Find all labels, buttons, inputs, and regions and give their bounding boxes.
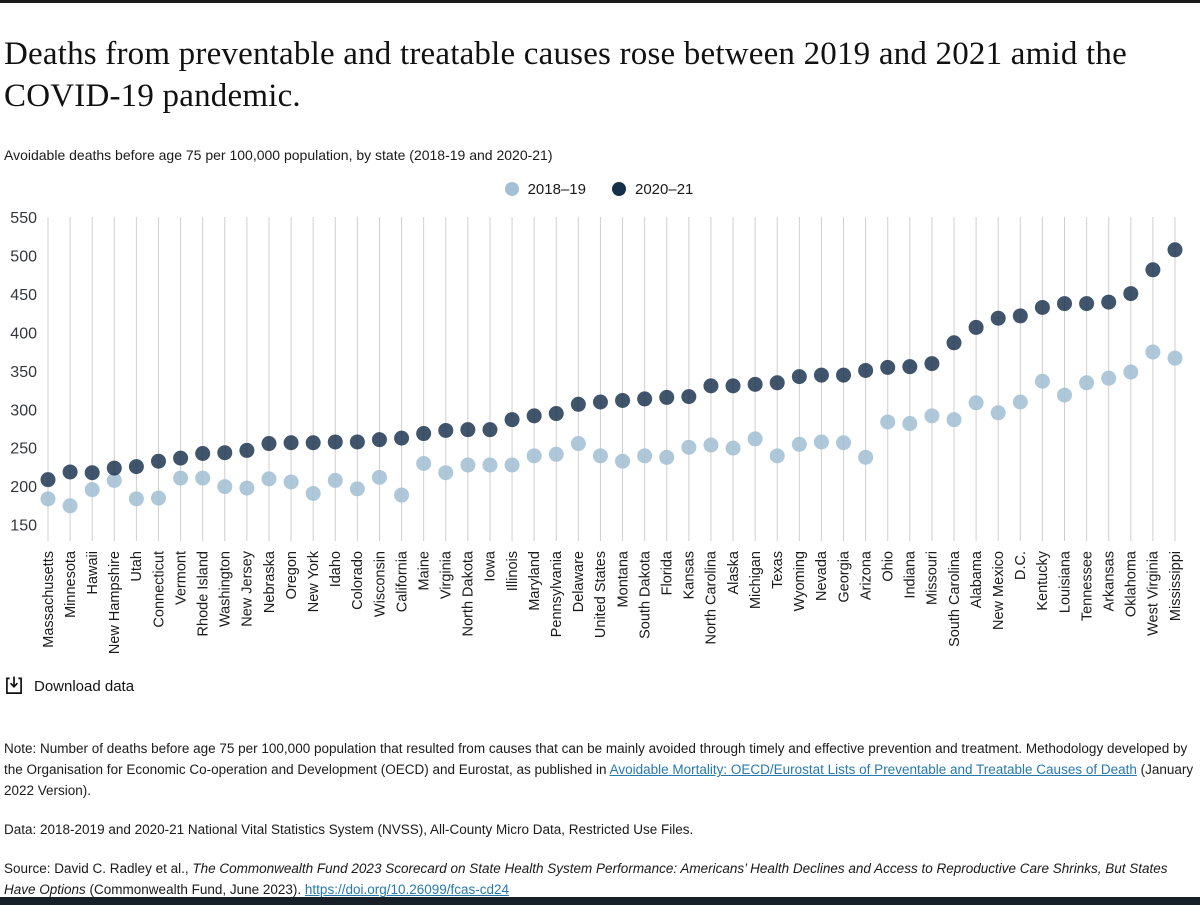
- y-axis-tick-label: 300: [10, 402, 37, 420]
- legend-label-2018-19: 2018–19: [527, 180, 586, 198]
- x-axis-state-label: Michigan: [747, 551, 764, 610]
- data-point: [991, 406, 1006, 421]
- data-point: [1145, 345, 1160, 360]
- data-point: [792, 370, 807, 385]
- data-point: [173, 471, 188, 486]
- data-point: [306, 436, 321, 451]
- data-point: [460, 458, 475, 473]
- x-axis-state-label: New Jersey: [239, 551, 256, 628]
- data-point: [969, 396, 984, 411]
- data-point: [41, 492, 56, 507]
- note-text: Note: Number of deaths before age 75 per 100,000 population that resulted from causes that can be mainly avoided through timely and effective prevention and treatment. Methodology developed by the Organisation for Economic Co-operation and Development (OECD) and Eurostat, as published in: [4, 741, 1188, 778]
- x-axis-state-label: North Carolina: [703, 551, 720, 645]
- top-border-rule: [0, 0, 1200, 3]
- data-point: [836, 368, 851, 383]
- data-point: [748, 377, 763, 392]
- data-point: [880, 415, 895, 430]
- data-point: [1123, 287, 1138, 302]
- data-point: [947, 413, 962, 428]
- data-point: [924, 357, 939, 372]
- data-point: [593, 395, 608, 410]
- download-data-button[interactable]: [4, 676, 164, 696]
- data-point: [195, 471, 210, 486]
- bottom-brand-bar: [0, 897, 1200, 905]
- data-point: [151, 454, 166, 469]
- x-axis-state-label: Idaho: [328, 551, 345, 588]
- data-point: [1101, 295, 1116, 310]
- x-axis-state-label: Indiana: [902, 551, 919, 600]
- x-axis-state-label: Oregon: [283, 551, 300, 600]
- data-point: [681, 390, 696, 405]
- data-point: [770, 376, 785, 391]
- legend-item-2018-19: [505, 181, 586, 198]
- data-point: [129, 460, 144, 475]
- x-axis-state-label: Iowa: [482, 551, 499, 583]
- data-point: [659, 450, 674, 465]
- data-point: [991, 311, 1006, 326]
- y-axis-tick-label: 450: [10, 287, 37, 305]
- source-middle: (Commonwealth Fund, June 2023).: [85, 882, 305, 898]
- data-point: [63, 465, 78, 480]
- data-point: [880, 360, 895, 375]
- data-point: [637, 392, 652, 407]
- data-point: [549, 447, 564, 462]
- data-point: [460, 423, 475, 438]
- x-axis-state-label: D.C.: [1013, 551, 1030, 581]
- data-point: [85, 466, 100, 481]
- x-axis-state-label: Arizona: [858, 551, 875, 601]
- chart-legend: [4, 180, 1194, 198]
- data-point: [129, 492, 144, 507]
- x-axis-state-label: Nevada: [814, 551, 831, 602]
- x-axis-state-label: Alaska: [725, 551, 742, 595]
- data-point: [482, 423, 497, 438]
- source-paragraph: [4, 858, 1194, 900]
- data-point: [814, 368, 829, 383]
- data-point: [416, 426, 431, 441]
- x-axis-state-label: Ohio: [880, 551, 897, 583]
- data-point: [814, 435, 829, 450]
- x-axis-state-label: Arkansas: [1101, 551, 1118, 612]
- y-axis-tick-label: 400: [10, 325, 37, 343]
- data-point: [85, 483, 100, 498]
- data-point: [726, 441, 741, 456]
- page-content: [0, 33, 1200, 900]
- data-point: [858, 363, 873, 378]
- data-point: [1123, 365, 1138, 380]
- x-axis-state-label: West Virginia: [1145, 551, 1162, 637]
- data-point: [1079, 376, 1094, 391]
- x-axis-state-label: Massachusetts: [40, 551, 57, 649]
- x-axis-state-label: New Hampshire: [107, 551, 124, 655]
- download-label: Download data: [34, 677, 135, 695]
- data-point: [394, 488, 409, 503]
- data-point: [63, 499, 78, 514]
- x-axis-state-label: Alabama: [968, 551, 985, 609]
- x-axis-state-label: Mississippi: [1167, 551, 1184, 622]
- data-point: [1057, 297, 1072, 312]
- download-icon: [4, 676, 24, 696]
- data-point: [438, 466, 453, 481]
- chart-svg: [4, 204, 1196, 670]
- data-point: [947, 336, 962, 351]
- data-point: [637, 449, 652, 464]
- x-axis-state-label: South Carolina: [946, 551, 963, 648]
- x-axis-state-label: North Dakota: [460, 551, 477, 637]
- source-report-title: The Commonwealth Fund 2023 Scorecard on State Health System Performance: Americans’ Health Declines and Access to Reproductive Care Shrinks, But States Have Options: [4, 861, 1168, 898]
- x-axis-state-label: United States: [593, 551, 610, 639]
- data-point: [1035, 300, 1050, 315]
- data-point: [261, 472, 276, 487]
- x-axis-state-label: Florida: [659, 551, 676, 596]
- data-point: [549, 407, 564, 422]
- data-point: [1167, 243, 1182, 258]
- data-point: [239, 481, 254, 496]
- legend-label-2020-21: 2020–21: [635, 180, 694, 198]
- y-axis-tick-label: 200: [10, 479, 37, 497]
- x-axis-state-label: Maryland: [526, 551, 543, 612]
- x-axis-state-label: Nebraska: [261, 551, 278, 614]
- x-axis-state-label: Wyoming: [792, 551, 809, 612]
- data-point: [1079, 297, 1094, 312]
- dot-plot-chart: [4, 204, 1194, 670]
- x-axis-state-label: Texas: [770, 551, 787, 590]
- data-point: [505, 458, 520, 473]
- note-methodology-link[interactable]: Avoidable Mortality: OECD/Eurostat Lists of Preventable and Treatable Causes of Death: [609, 762, 1137, 778]
- data-point: [217, 446, 232, 461]
- data-point: [239, 443, 254, 458]
- data-point: [328, 473, 343, 488]
- x-axis-state-label: Washington: [217, 551, 234, 628]
- data-point: [372, 470, 387, 485]
- y-axis-tick-label: 150: [10, 518, 37, 536]
- x-axis-state-label: Kansas: [681, 551, 698, 600]
- x-axis-state-label: Louisiana: [1057, 551, 1074, 614]
- x-axis-state-label: Pennsylvania: [549, 551, 566, 638]
- data-point: [416, 456, 431, 471]
- x-axis-state-label: Hawaii: [84, 551, 101, 595]
- x-axis-state-label: Tennessee: [1079, 551, 1096, 622]
- x-axis-state-label: Rhode Island: [195, 551, 212, 637]
- y-axis-tick-label: 350: [10, 364, 37, 382]
- x-axis-state-label: South Dakota: [637, 551, 654, 640]
- data-point: [792, 437, 807, 452]
- data-point: [1057, 388, 1072, 403]
- y-axis-tick-label: 550: [10, 210, 37, 228]
- data-point: [571, 436, 586, 451]
- x-axis-state-label: Utah: [129, 551, 146, 583]
- data-point: [195, 446, 210, 461]
- data-point: [748, 432, 763, 447]
- data-point: [593, 449, 608, 464]
- legend-dot-2020-21: [612, 182, 626, 196]
- data-point: [284, 475, 299, 490]
- data-point: [902, 416, 917, 431]
- data-point: [571, 397, 586, 412]
- data-point: [615, 454, 630, 469]
- x-axis-state-label: Delaware: [571, 551, 588, 613]
- y-axis-tick-label: 500: [10, 249, 37, 267]
- data-point: [394, 431, 409, 446]
- data-point: [107, 461, 122, 476]
- data-point: [505, 413, 520, 428]
- data-point: [151, 491, 166, 506]
- x-axis-state-label: Oklahoma: [1123, 551, 1140, 618]
- data-point: [350, 435, 365, 450]
- x-axis-state-label: Vermont: [173, 551, 190, 606]
- x-axis-state-label: New York: [305, 551, 322, 613]
- note-suffix: (January 2022 Version).: [4, 762, 1194, 799]
- data-point: [969, 320, 984, 335]
- data-point: [438, 423, 453, 438]
- data-point: [703, 379, 718, 394]
- data-point: [328, 435, 343, 450]
- data-point: [173, 451, 188, 466]
- data-point: [703, 438, 718, 453]
- data-point: [1101, 371, 1116, 386]
- data-point: [924, 409, 939, 424]
- source-doi-link[interactable]: https://doi.org/10.26099/fcas-cd24: [304, 882, 510, 898]
- legend-dot-2018-19: [505, 182, 519, 196]
- data-point: [217, 480, 232, 495]
- data-point: [1035, 374, 1050, 389]
- data-point: [284, 436, 299, 451]
- data-point: [858, 450, 873, 465]
- data-point: [1145, 263, 1160, 278]
- x-axis-state-label: Wisconsin: [372, 551, 389, 618]
- x-axis-state-label: Kentucky: [1035, 551, 1052, 612]
- data-point: [1013, 309, 1028, 324]
- data-point: [306, 486, 321, 501]
- x-axis-state-label: Missouri: [924, 551, 941, 606]
- data-point: [261, 436, 276, 451]
- x-axis-state-label: Illinois: [504, 551, 521, 592]
- chart-subtitle: Avoidable deaths before age 75 per 100,000 population, by state (2018-19 and 2020-21): [4, 147, 553, 164]
- page-title: Deaths from preventable and treatable causes rose between 2019 and 2021 amid the COVID-19 pandemic.: [4, 36, 1127, 115]
- data-paragraph: Data: 2018-2019 and 2020-21 National Vital Statistics System (NVSS), All-County Micro Data, Restricted Use Files.: [4, 822, 694, 838]
- y-axis-tick-label: 250: [10, 441, 37, 459]
- x-axis-state-label: Virginia: [438, 551, 455, 600]
- data-point: [1167, 351, 1182, 366]
- x-axis-state-label: Connecticut: [151, 551, 168, 629]
- x-axis-state-label: Maine: [416, 551, 433, 591]
- note-paragraph: [4, 738, 1194, 801]
- footnotes: [4, 738, 1194, 900]
- data-point: [836, 436, 851, 451]
- data-point: [350, 482, 365, 497]
- data-point: [726, 379, 741, 394]
- data-point: [372, 433, 387, 448]
- x-axis-state-label: Minnesota: [62, 551, 79, 619]
- x-axis-state-label: California: [394, 551, 411, 613]
- x-axis-state-label: Georgia: [836, 551, 853, 604]
- data-point: [902, 360, 917, 375]
- x-axis-state-label: New Mexico: [990, 551, 1007, 631]
- x-axis-state-label: Colorado: [350, 551, 367, 611]
- data-point: [482, 458, 497, 473]
- data-point: [770, 449, 785, 464]
- source-text: Source: David C. Radley et al.,: [4, 861, 193, 877]
- data-point: [659, 390, 674, 405]
- data-point: [615, 393, 630, 408]
- data-point: [1013, 395, 1028, 410]
- data-point: [41, 473, 56, 488]
- x-axis-state-label: Montana: [615, 551, 632, 608]
- legend-item-2020-21: [612, 181, 693, 198]
- data-point: [527, 449, 542, 464]
- data-point: [527, 409, 542, 424]
- data-point: [681, 440, 696, 455]
